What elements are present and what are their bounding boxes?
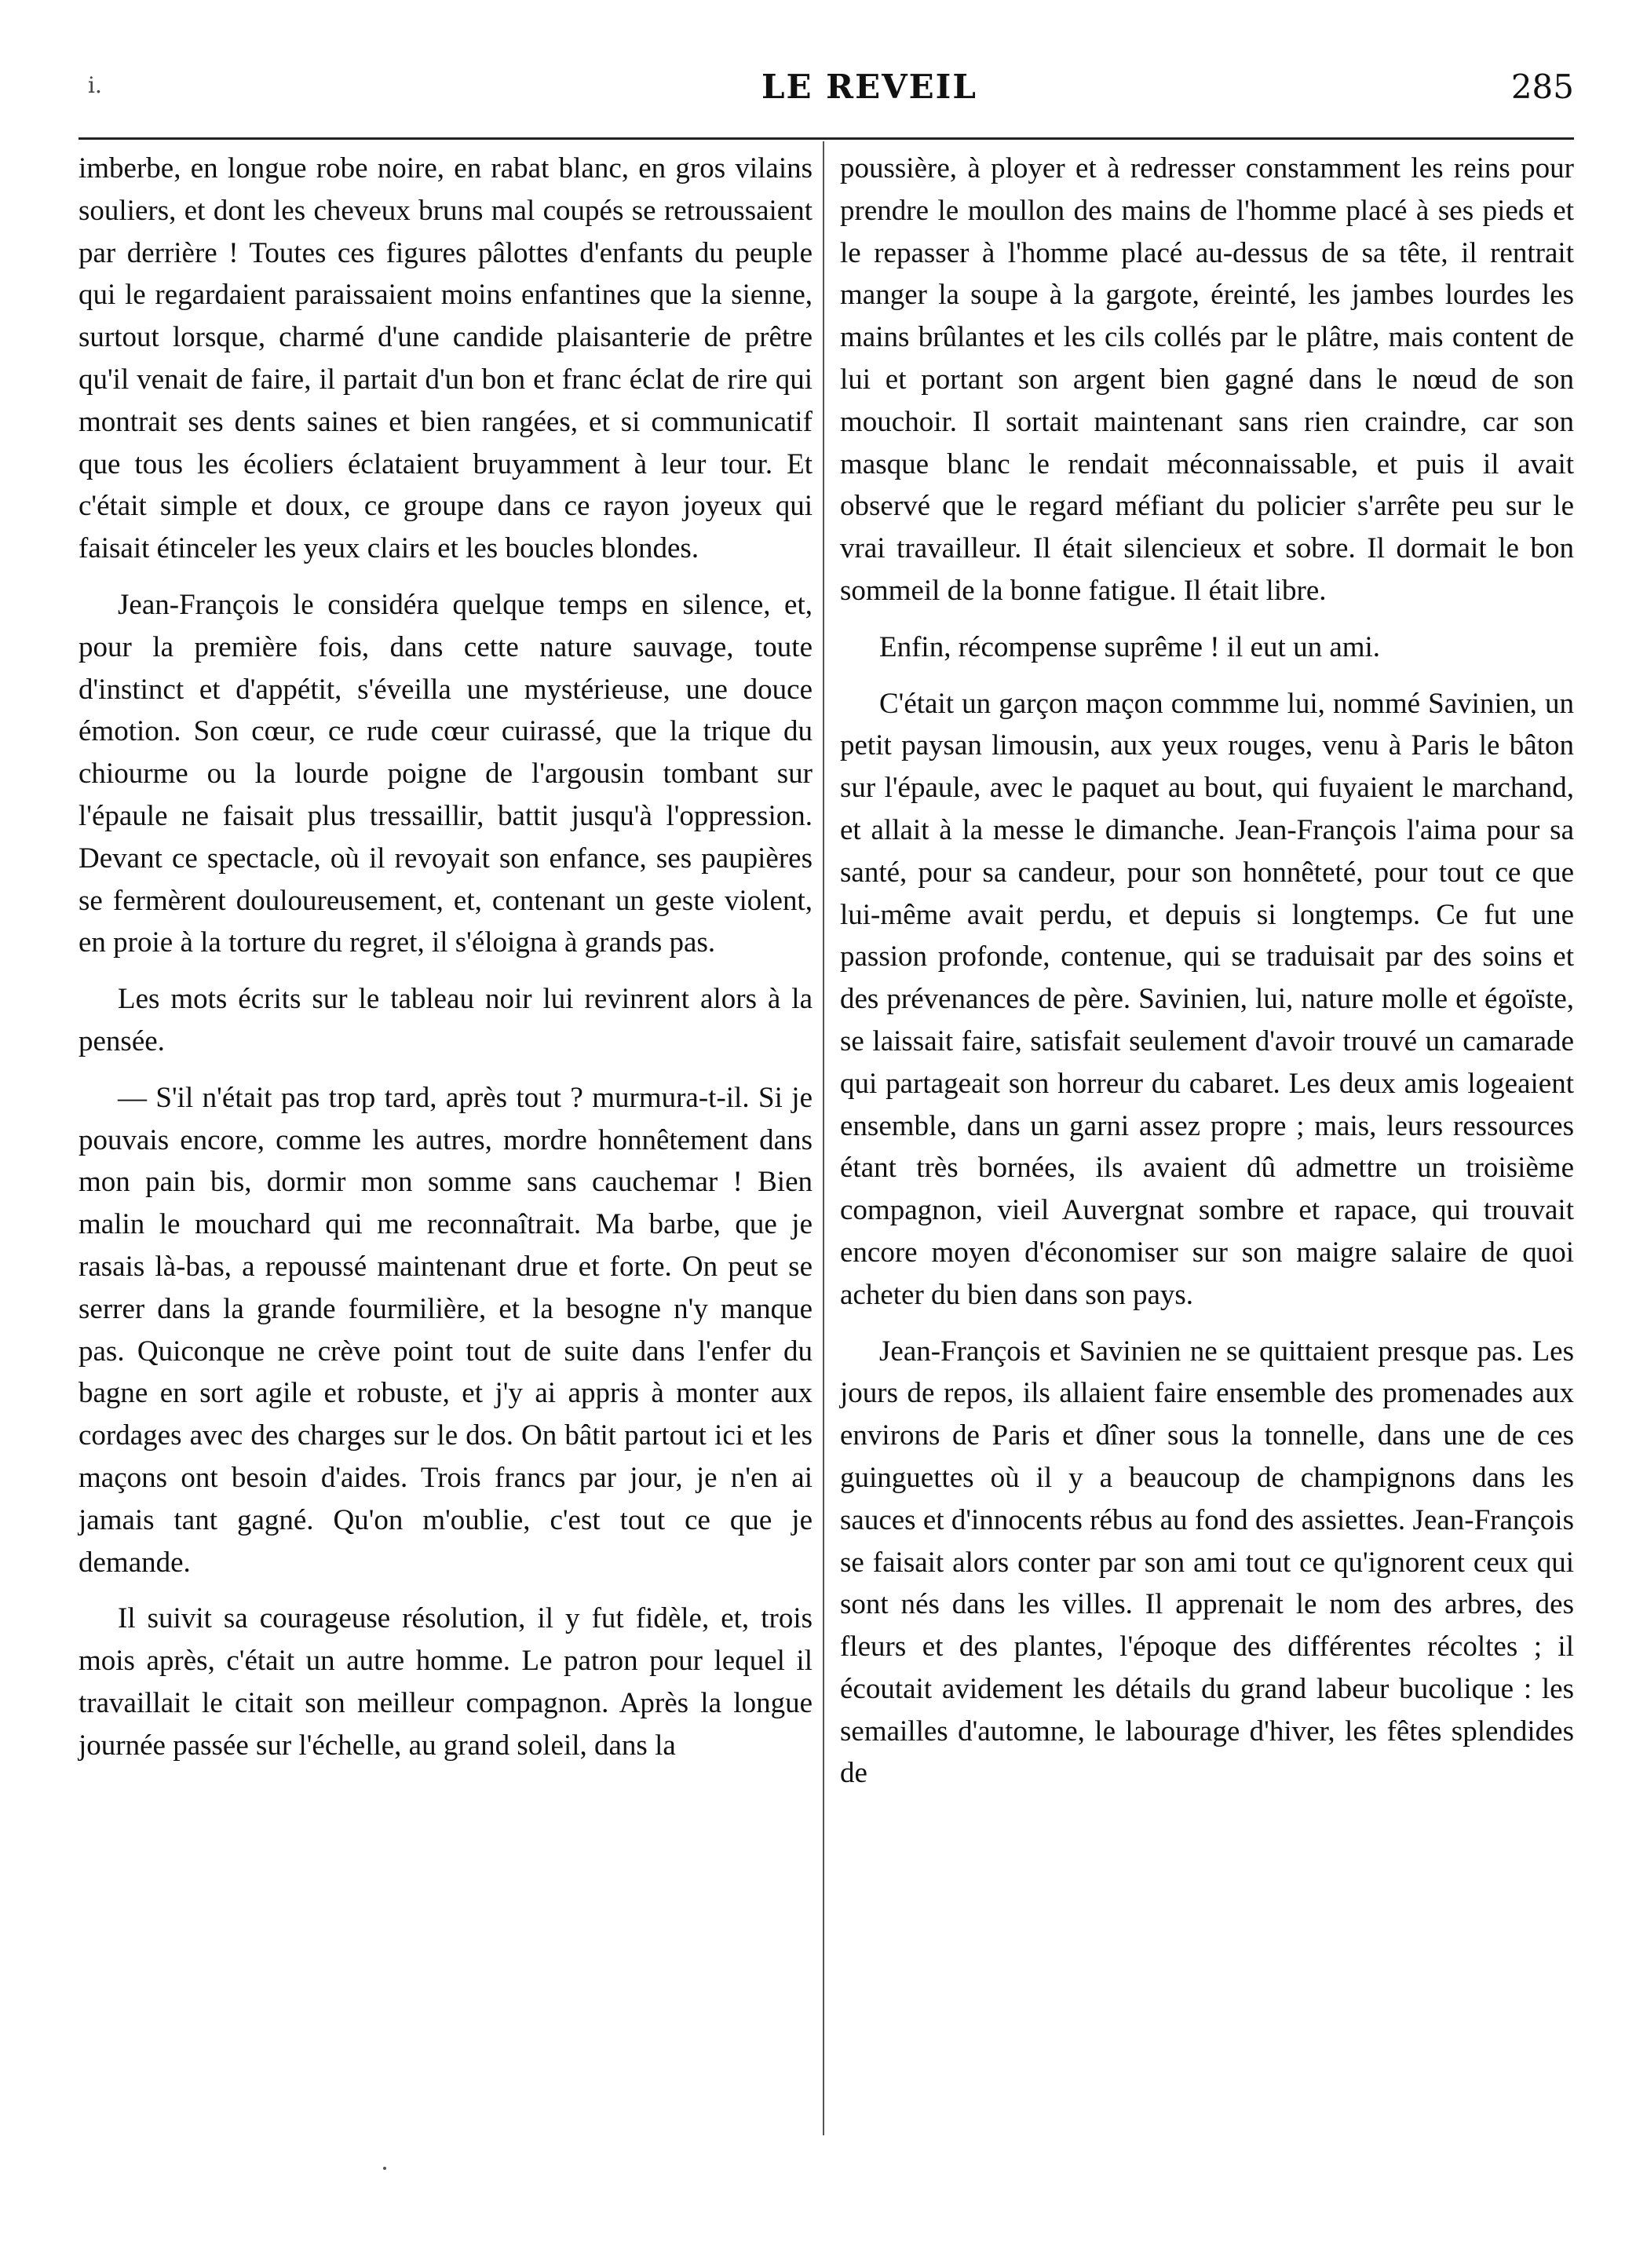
paragraph: Les mots écrits sur le tableau noir lui revinrent alors à la pensée. [79,983,813,1057]
journal-title: LE REVEIL [761,68,977,106]
paragraph: — S'il n'était pas trop tard, après tout ? murmura-t-il. Si je pouvais encore, comme les autres, mordre honnêtement dans mon pain bis, dormir mon somme sans cauchemar ! Bien malin le mouchard qui me reconnaîtrait. Ma barbe, que je rasais là-bas, a repoussé maintenant drue et forte. On peut se serrer dans la grande fourmilière, et la besogne n'y manque pas. Quiconque ne crève point tout de suite dans l'enfer du bagne en sort agile et robuste, et j'y ai appris à monter aux cordages avec des charges sur le dos. On bâtit partout ici et les maçons ont besoin d'aides. Trois francs par jour, je n'en ai jamais tant gagné. Qu'on m'oublie, c'est tout ce que je demande. [79,1081,813,1579]
header-rule [79,137,1574,140]
paragraph: poussière, à ployer et à redresser constamment les reins pour prendre le moullon des mains de l'homme placé à ses pieds et le repasser à l'homme placé au-dessus de sa tête, il rentrait manger la soupe à la gargote, éreinté, les jambes lourdes les mains brûlantes et les cils collés par le plâtre, mais content de lui et portant son argent bien gagné dans le nœud de son mouchoir. Il sortait maintenant sans rien craindre, car son masque blanc le rendait méconnaissable, et puis il avait observé que le regard méfiant du policier s'arrête peu sur le vrai travailleur. Il était silencieux et sobre. Il dormait le bon sommeil de la bonne fatigue. Il était libre. [840,152,1574,607]
page-number: 285 [1510,68,1574,106]
paragraph: Jean-François et Savinien ne se quittaient presque pas. Les jours de repos, ils allaient faire ensemble des promenades aux environs de Paris et dîner sous la tonnelle, dans une de ces guinguettes où il y a beaucoup de champignons dans les sauces et d'innocents rébus au fond des assiettes. Jean-François se faisait alors conter par son ami tout ce qu'ignorent ceux qui sont nés dans les villes. Il apprenait le nom des arbres, des fleurs et des plantes, l'époque des différentes récoltes ; il écoutait avidement les détails du grand labeur bucolique : les semailles d'automne, le labourage d'hiver, les fêtes splendides de [840,1335,1574,1790]
header-left-mark: i. [88,72,102,98]
paragraph: Il suivit sa courageuse résolution, il y fut fidèle, et, trois mois après, c'était un autre homme. Le patron pour lequel il travaillait le citait son meilleur compagnon. Après la longue journée passée sur l'échelle, au grand soleil, dans la [79,1602,813,1762]
paragraph: imberbe, en longue robe noire, en rabat blanc, en gros vilains souliers, et dont les cheveux bruns mal coupés se retroussaient par derrière ! Toutes ces figures pâlottes d'enfants du peuple qui le regardaient paraissaient moins enfantines que la sienne, surtout lorsque, charmé d'une candide plaisanterie de prêtre qu'il venait de faire, il partait d'un bon et franc éclat de rire qui montrait ses dents saines et bien rangées, et si communicatif que tous les écoliers éclataient bruyamment à leur tour. Et c'était simple et doux, ce groupe dans ce rayon joyeux qui faisait étinceler les yeux clairs et les boucles blondes. [79,152,813,565]
column-divider [823,141,824,2135]
right-column [840,148,1574,1809]
paragraph: Jean-François le considéra quelque temps en silence, et, pour la première fois, dans cette nature sauvage, toute d'instinct et d'appétit, s'éveilla une mystérieuse, une douce émotion. Son cœur, ce rude cœur cuirassé, que la trique du chiourme ou la lourde poigne de l'argousin tombant sur l'épaule ne faisait plus tressaillir, battit jusqu'à l'oppression. Devant ce spectacle, où il revoyait son enfance, ses paupières se fermèrent douloureusement, et, contenant un geste violent, en proie à la torture du regret, il s'éloigna à grands pas. [79,588,813,959]
print-speck [383,2167,386,2170]
left-column [79,148,813,1780]
paragraph: C'était un garçon maçon commme lui, nommé Savinien, un petit paysan limousin, aux yeux rouges, venu à Paris le bâton sur l'épaule, avec le paquet au bout, qui fuyaient le marchand, et allait à la messe le dimanche. Jean-François l'aima pour sa santé, pour sa candeur, pour son honnêteté, pour tout ce que lui-même avait perdu, et depuis si longtemps. Ce fut une passion profonde, contenue, qui se traduisait par des soins et des prévenances de père. Savinien, lui, nature molle et égoïste, se laissait faire, satisfait seulement d'avoir trouvé un camarade qui partageait son horreur du cabaret. Les deux amis logeaient ensemble, dans un garni assez propre ; mais, leurs ressources étant très bornées, ils avaient dû admettre un troisième compagnon, vieil Auvergnat sombre et rapace, qui trouvait encore moyen d'économiser sur son maigre salaire de quoi acheter du bien dans son pays. [840,687,1574,1311]
running-header [79,68,1574,115]
paragraph: Enfin, récompense suprême ! il eut un ami. [879,630,1381,663]
